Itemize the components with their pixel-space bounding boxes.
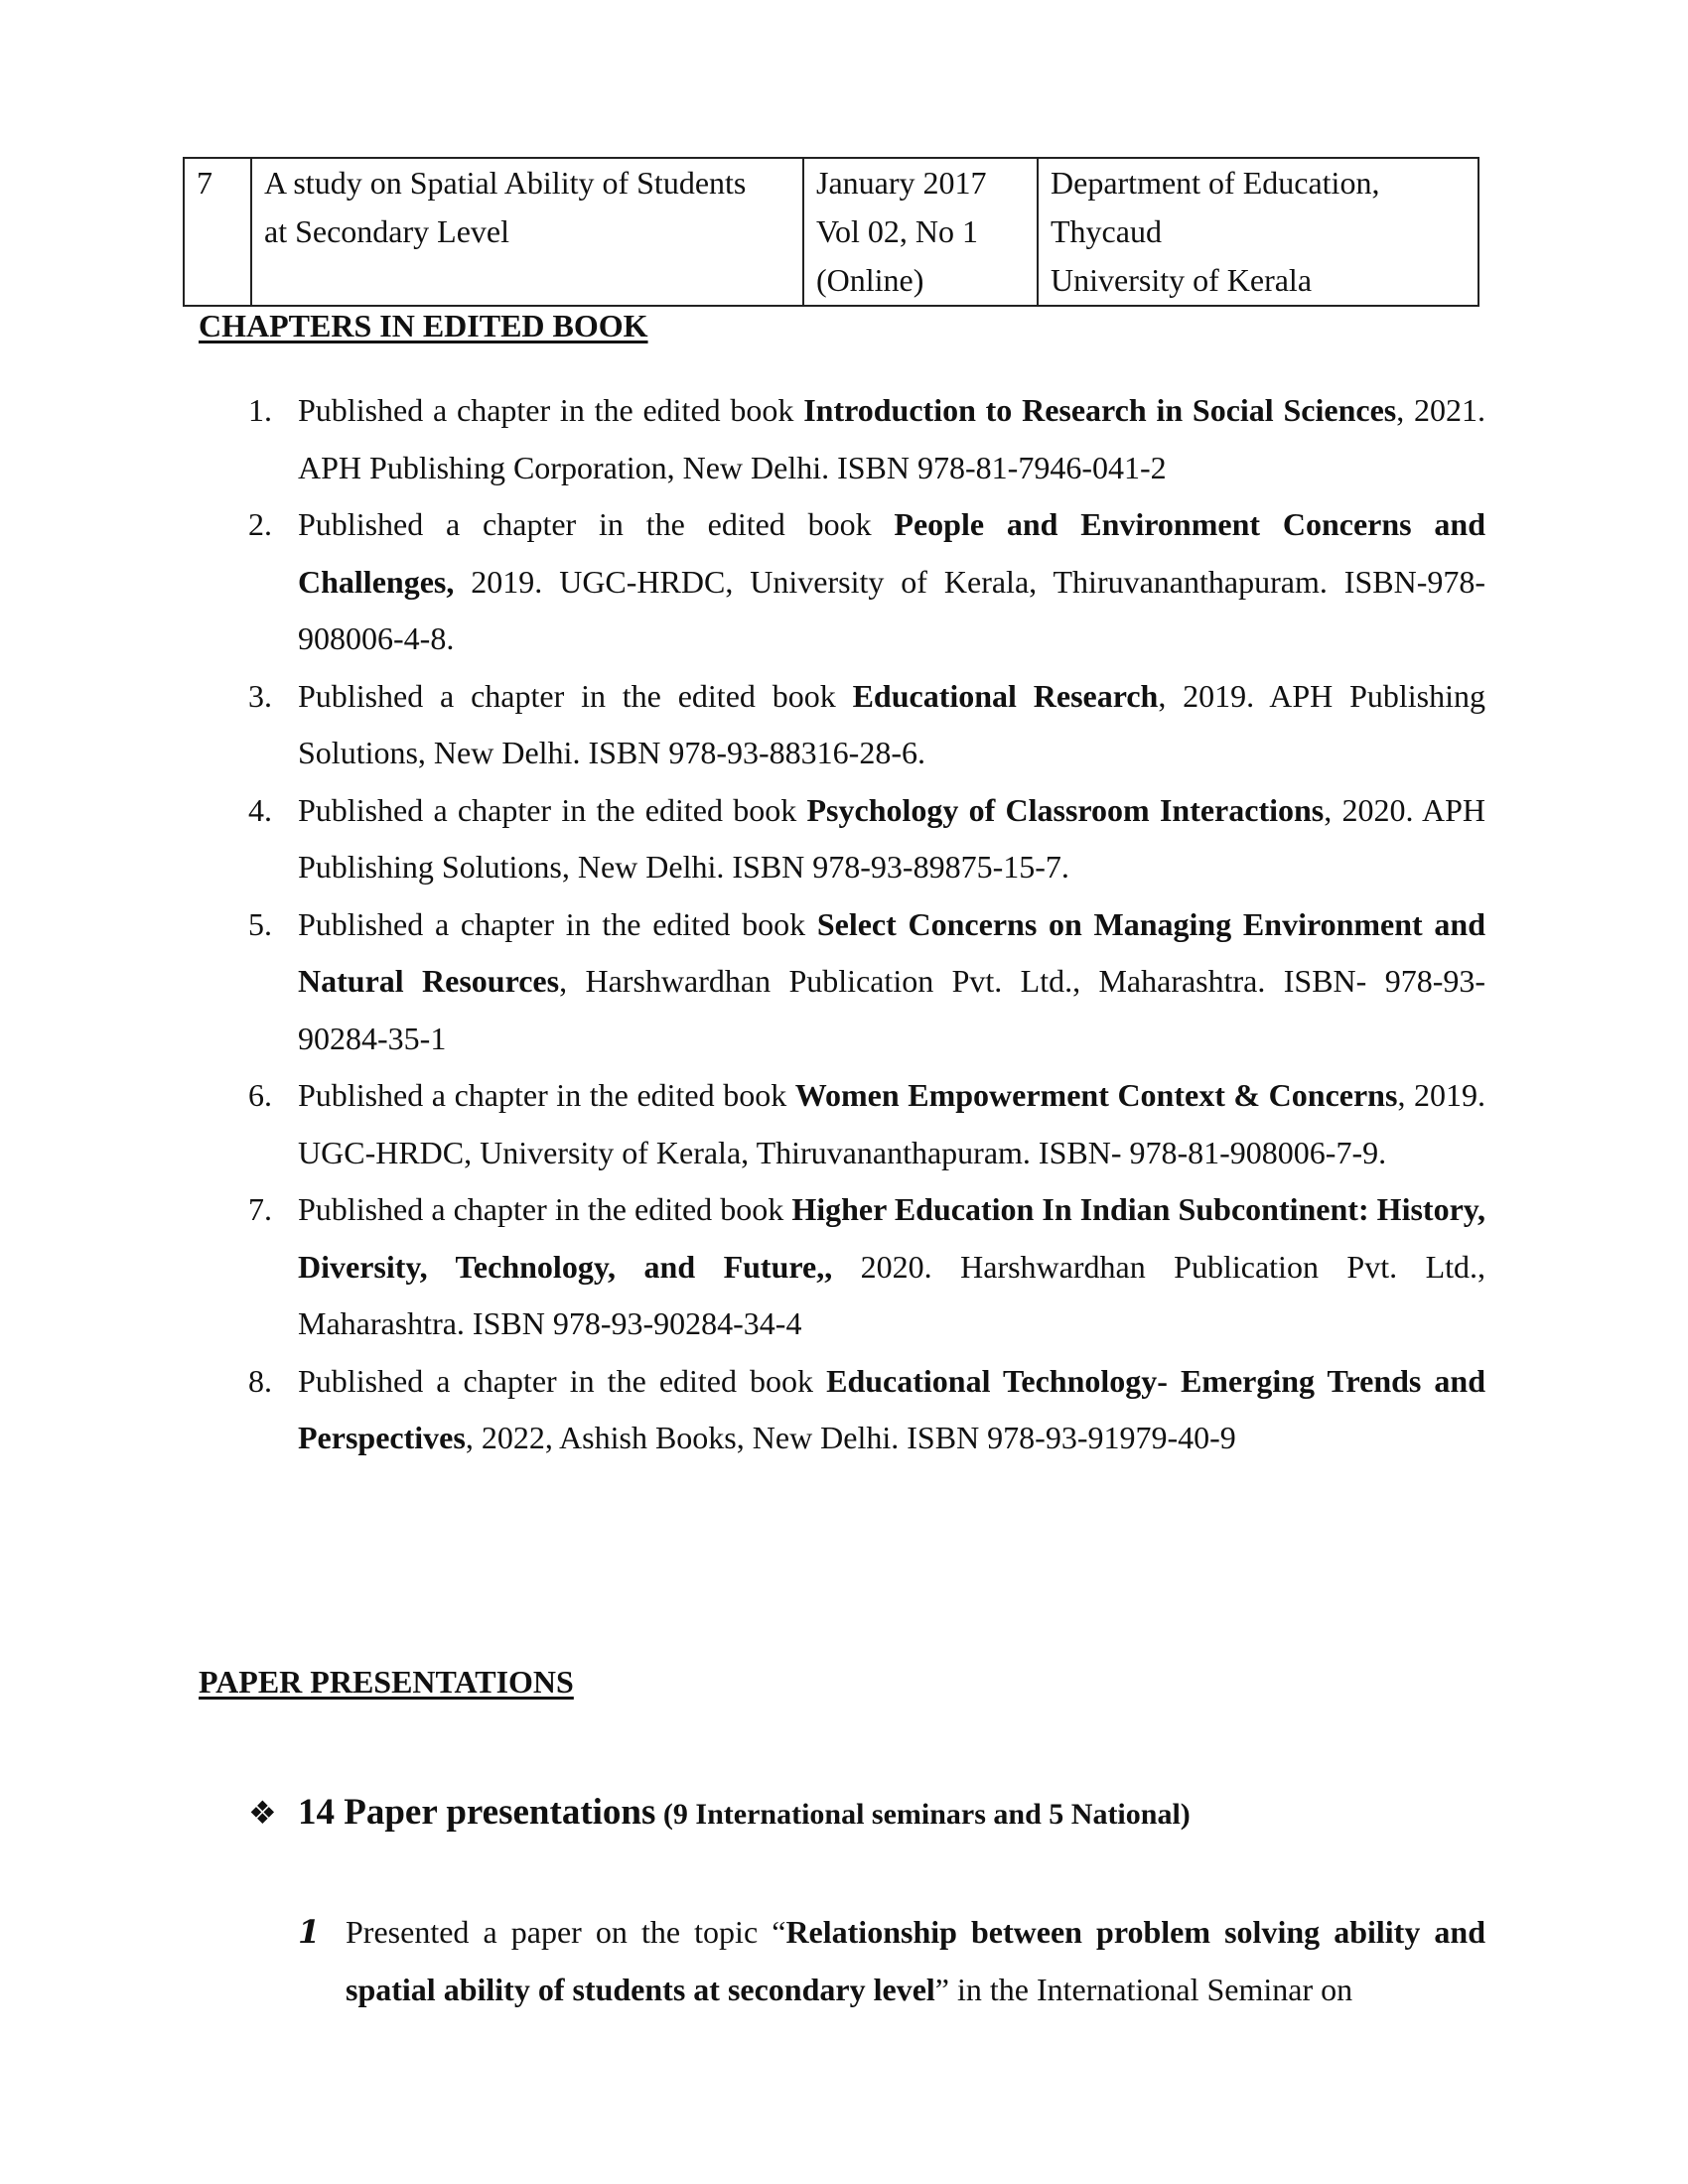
list-item: 7. Published a chapter in the edited book Higher Education In Indian Subcontinent: History, Diversity, Technology, and Future,, 2020. Harshwardhan Publication Pvt. Ltd., Maharashtra. ISBN 978-93-90284-34-4: [248, 1191, 1486, 1341]
item-marker: 1: [298, 1913, 321, 1951]
row-number: 7: [184, 158, 251, 306]
presentation-item: 1 Presented a paper on the topic “Relationship between problem solving ability and spatial ability of students at secondary level” in the International Seminar on: [346, 1904, 1485, 2018]
summary-main: 14 Paper presentations: [298, 1792, 656, 1833]
diamond-bullet-icon: ❖: [248, 1795, 277, 1831]
list-item: 5. Published a chapter in the edited book Select Concerns on Managing Environment and Natural Resources, Harshwardhan Publication Pvt. Ltd., Maharashtra. ISBN- 978-93-90284-35-1: [248, 905, 1486, 1056]
publications-table: [183, 157, 1479, 307]
list-item: 6. Published a chapter in the edited book Women Empowerment Context & Concerns, 2019. UGC-HRDC, University of Kerala, Thiruvananthapuram. ISBN- 978-81-908006-7-9.: [248, 1077, 1486, 1170]
summary-detail: (9 International seminars and 5 National): [655, 1798, 1191, 1831]
chapters-list: [248, 382, 1486, 1467]
list-item: 1. Published a chapter in the edited book Introduction to Research in Social Sciences, 2021. APH Publishing Corporation, New Delhi. ISBN 978-81-7946-041-2: [248, 392, 1486, 485]
list-item: 8. Published a chapter in the edited book Educational Technology- Emerging Trends and Perspectives, 2022, Ashish Books, New Delhi. ISBN 978-93-91979-40-9: [248, 1362, 1486, 1455]
issue-details: January 2017 Vol 02, No 1 (Online): [803, 158, 1038, 306]
publisher: Department of Education, Thycaud University of Kerala: [1038, 158, 1478, 306]
list-item: 3. Published a chapter in the edited book Educational Research, 2019. APH Publishing Solutions, New Delhi. ISBN 978-93-88316-28-6.: [248, 677, 1486, 770]
presentations-summary: [248, 1787, 1191, 1840]
article-title: A study on Spatial Ability of Students at Secondary Level: [251, 158, 803, 306]
presentations-heading: PAPER PRESENTATIONS: [199, 1664, 574, 1700]
list-item: 2. Published a chapter in the edited book People and Environment Concerns and Challenges, 2019. UGC-HRDC, University of Kerala, Thiruvananthapuram. ISBN-978-908006-4-8.: [248, 506, 1486, 656]
table-row: [184, 158, 1478, 306]
chapters-heading: CHAPTERS IN EDITED BOOK: [199, 308, 648, 343]
list-item: 4. Published a chapter in the edited book Psychology of Classroom Interactions, 2020. APH Publishing Solutions, New Delhi. ISBN 978-93-89875-15-7.: [248, 791, 1486, 885]
